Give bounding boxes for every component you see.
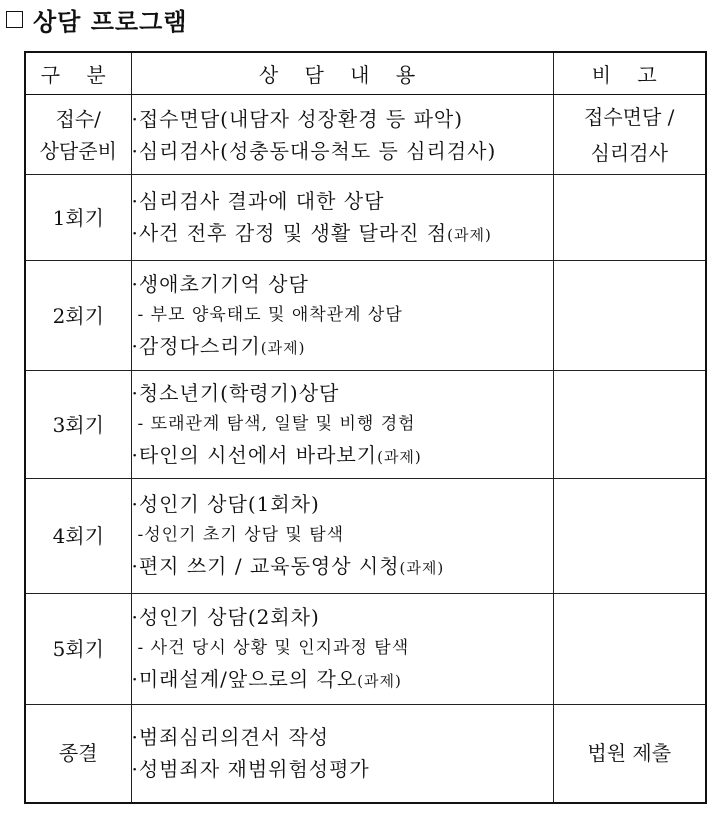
- table-row: [25, 261, 706, 371]
- row-category: [25, 479, 131, 594]
- row-category: [25, 261, 131, 371]
- content-text: ·생애초기기억 상담: [131, 271, 309, 296]
- content-text: ·접수면담(내담자 성장환경 등 파악): [131, 106, 464, 131]
- note-line: 법원 제출: [587, 741, 672, 766]
- counseling-program-table: [24, 51, 707, 804]
- content-text: ·감정다스리기: [131, 333, 261, 358]
- content-line: [132, 330, 553, 364]
- category-line: 3회기: [52, 412, 104, 437]
- content-subline: [132, 300, 553, 330]
- table-row: [25, 175, 706, 261]
- row-category: [25, 705, 131, 803]
- content-line: [132, 601, 553, 633]
- content-subline: [132, 409, 553, 439]
- assignment-tag: (과제): [357, 672, 402, 690]
- content-line: [132, 753, 553, 785]
- row-content: [131, 479, 553, 594]
- row-content: [131, 594, 553, 705]
- row-note: [553, 175, 706, 261]
- page-title: [6, 2, 187, 36]
- content-text: ·청소년기(학령기)상담: [131, 380, 340, 405]
- header-category: 구 분: [25, 52, 131, 95]
- header-content: 상 담 내 용: [131, 52, 553, 95]
- row-content: [131, 371, 553, 479]
- assignment-tag: (과제): [377, 447, 422, 466]
- category-line: 5회기: [52, 637, 104, 661]
- assignment-tag: (과제): [447, 225, 492, 244]
- content-subline: [132, 520, 553, 550]
- note-line: 심리검사: [590, 140, 668, 165]
- category-line: 2회기: [52, 303, 104, 328]
- row-category: [25, 95, 131, 175]
- header-note: 비 고: [553, 52, 706, 95]
- content-text: -성인기 초기 상담 및 탐색: [137, 525, 345, 545]
- row-category: [25, 371, 131, 479]
- category-line: 종결: [58, 741, 98, 766]
- content-text: - 사건 당시 상황 및 인지과정 탐색: [137, 638, 410, 658]
- content-line: [132, 721, 553, 753]
- table-row: [25, 594, 706, 705]
- content-line: [132, 439, 553, 473]
- row-content: [131, 175, 553, 261]
- content-line: [132, 185, 553, 217]
- content-line: [132, 377, 553, 409]
- row-content: [131, 261, 553, 371]
- content-line: [132, 103, 553, 135]
- content-line: [132, 217, 553, 251]
- content-line: [132, 488, 553, 520]
- category-line: 접수/: [55, 106, 101, 131]
- content-text: ·미래설계/앞으로의 각오: [131, 667, 358, 691]
- content-text: ·심리검사(성충동대응척도 등 심리검사): [131, 138, 497, 163]
- table-header-row: [25, 52, 706, 95]
- row-note: [553, 371, 706, 479]
- row-content: [131, 705, 553, 803]
- category-line: 4회기: [52, 524, 104, 548]
- content-text: ·성인기 상담(2회차): [131, 605, 320, 629]
- row-content: [131, 95, 553, 175]
- content-text: ·심리검사 결과에 대한 상담: [131, 188, 385, 213]
- content-text: ·편지 쓰기 / 교육동영상 시청: [131, 554, 400, 578]
- content-line: [132, 268, 553, 300]
- row-category: [25, 594, 131, 705]
- content-text: ·범죄심리의견서 작성: [131, 725, 330, 750]
- content-text: - 부모 양육태도 및 애착관계 상담: [137, 304, 403, 325]
- content-subline: [132, 633, 553, 663]
- page-title-text: 상담 프로그램: [33, 7, 188, 36]
- content-text: ·사건 전후 감정 및 생활 달라진 점: [131, 220, 448, 245]
- assignment-tag: (과제): [260, 338, 306, 357]
- checkbox-icon: [6, 11, 23, 28]
- content-line: [132, 550, 553, 584]
- row-category: [25, 175, 131, 261]
- assignment-tag: (과제): [399, 559, 445, 577]
- row-note: [553, 705, 706, 803]
- note-line: 접수면담 /: [584, 104, 675, 129]
- category-line: 1회기: [52, 205, 104, 230]
- content-text: ·타인의 시선에서 바라보기: [131, 442, 378, 467]
- table-row: [25, 95, 706, 175]
- table-row: [25, 479, 706, 594]
- row-note: [553, 479, 706, 594]
- content-line: [132, 135, 553, 167]
- content-text: ·성인기 상담(1회차): [131, 492, 320, 516]
- content-text: ·성범죄자 재범위험성평가: [131, 757, 370, 782]
- row-note: [553, 95, 706, 175]
- table-row: [25, 705, 706, 803]
- content-line: [132, 663, 553, 697]
- row-note: [553, 261, 706, 371]
- table-row: [25, 371, 706, 479]
- row-note: [553, 594, 706, 705]
- category-line: 상담준비: [39, 138, 117, 163]
- content-text: - 또래관계 탐색, 일탈 및 비행 경험: [137, 413, 416, 434]
